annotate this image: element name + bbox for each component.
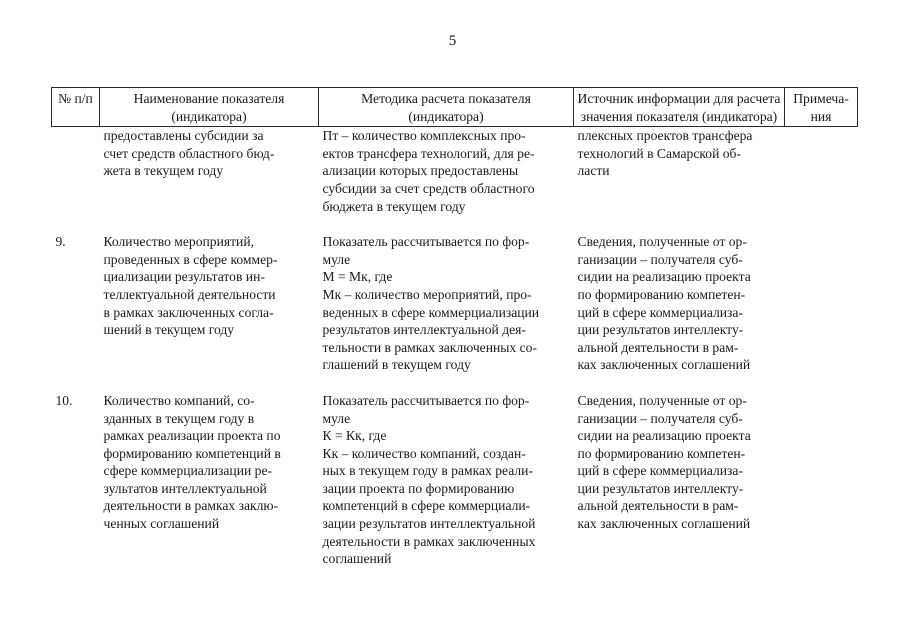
text-line: муле [322,251,351,267]
text-line: счет средств областного бюд- [103,145,275,161]
header-calculation-method: Методика расчета показателя (индикатора) [319,88,574,127]
text-line: по формированию компетен- [577,286,746,302]
text-line: муле [322,410,351,426]
cell-information-source [574,127,785,233]
table-row-continuation [52,127,858,233]
header-notes: Примеча- ния [785,88,858,127]
text-line: сфере коммерциализации ре- [103,463,273,479]
text-line: ченных соглашений [103,516,220,532]
text-line: Показатель рассчитывается по фор- [322,392,530,408]
text-line: ганизации – получателя суб- [577,410,743,426]
text-line: формированию компетенций в [103,445,281,461]
text-line: бюджета в текущем году [322,198,466,214]
text-line: компетенций в сфере коммерциали- [322,498,531,514]
cell-calculation-method [319,233,574,392]
header-number: № п/п [52,88,100,127]
text-line: деятельности в рамках заклю- [103,498,279,514]
text-line: ках заключенных соглашений [577,357,751,373]
text-line: по формированию компетен- [577,445,746,461]
header-information-source: Источник информации для расчета значения показателя (индикатора) [574,88,785,127]
text-line: результатов интеллектуальной дея- [322,322,526,338]
text-line: Показатель рассчитывается по фор- [322,234,530,250]
text-line: Сведения, полученные от ор- [577,392,747,408]
table-header [52,88,858,127]
cell-number: 10. [55,392,73,408]
cell-notes [785,392,858,586]
cell-indicator-name [100,233,319,392]
formula: М = Мк, где [322,269,393,285]
text-line: технологий в Самарской об- [577,145,742,161]
text-line: ций в сфере коммерциализа- [577,304,743,320]
text-line: сидии на реализацию проекта [577,269,751,285]
formula: К = Кк, где [322,428,387,444]
text-line: зультатов интеллектуальной [103,480,267,496]
cell-information-source [574,392,785,586]
text-line: жета в текущем году [103,163,224,179]
text-line: зации проекта по формированию [322,480,515,496]
cell-notes [785,127,858,233]
cell-notes [785,233,858,392]
text-line: глашений в текущем году [322,357,471,373]
cell-indicator-name [100,127,319,233]
text-line: теллектуальной деятельности [103,286,276,302]
text-line: ганизации – получателя суб- [577,251,743,267]
text-line: Количество мероприятий, [103,234,254,250]
text-line: в рамках заключенных согла- [103,304,274,320]
indicator-table [51,87,858,586]
text-line: соглашений [322,551,392,567]
text-line: альной деятельности в рам- [577,498,739,514]
table-row [52,392,858,586]
cell-number [52,127,100,233]
text-line: рамках реализации проекта по [103,428,281,444]
text-line: ных в текущем году в рамках реали- [322,463,533,479]
text-line: деятельности в рамках заключенных [322,533,536,549]
text-line: зации результатов интеллектуальной [322,516,536,532]
text-line: субсидии за счет средств областного [322,180,535,196]
text-line: ках заключенных соглашений [577,516,751,532]
text-line: ции результатов интеллекту- [577,322,744,338]
text-line: проведенных в сфере коммер- [103,251,278,267]
table-row [52,233,858,392]
text-line: Мк – количество мероприятий, про- [322,286,532,302]
text-line: Пт – количество комплексных про- [322,128,526,144]
text-line: Количество компаний, со- [103,392,255,408]
text-line: тельности в рамках заключенных со- [322,339,537,355]
text-line: ализации которых предоставлены [322,163,519,179]
header-indicator-name: Наименование показателя (индикатора) [100,88,319,127]
cell-indicator-name [100,392,319,586]
text-line: предоставлены субсидии за [103,128,264,144]
text-line: Кк – количество компаний, создан- [322,445,526,461]
text-line: альной деятельности в рам- [577,339,739,355]
cell-information-source [574,233,785,392]
header-row [52,88,858,127]
cell-number: 9. [55,234,66,250]
text-line: ласти [577,163,610,179]
cell-calculation-method [319,392,574,586]
text-line: циализации результатов ин- [103,269,265,285]
page-number: 5 [448,33,457,49]
text-line: зданных в текущем году в [103,410,255,426]
text-line: шений в текущем году [103,322,235,338]
text-line: сидии на реализацию проекта [577,428,751,444]
text-line: веденных в сфере коммерциализации [322,304,540,320]
text-line: ций в сфере коммерциализа- [577,463,743,479]
text-line: ции результатов интеллекту- [577,480,744,496]
text-line: Сведения, полученные от ор- [577,234,747,250]
text-line: плексных проектов трансфера [577,128,753,144]
text-line: ектов трансфера технологий, для ре- [322,145,535,161]
cell-calculation-method [319,127,574,233]
